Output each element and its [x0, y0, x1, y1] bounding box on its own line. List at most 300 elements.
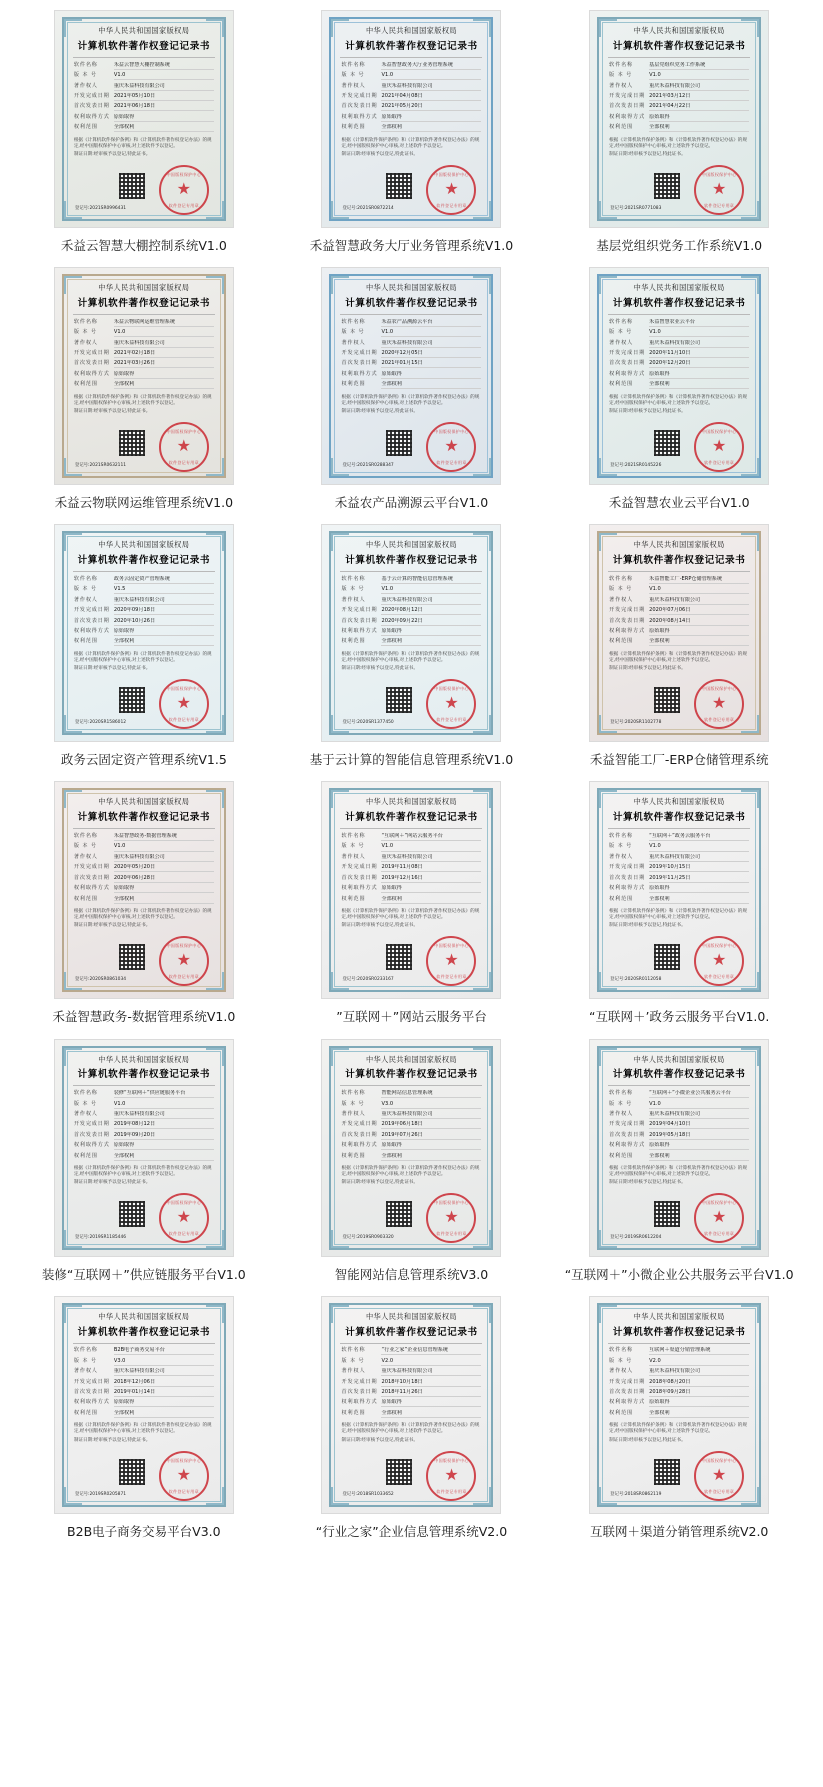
field-rights-range: 权利范围 全部权利: [341, 1410, 481, 1418]
qr-code-icon: [119, 430, 145, 456]
certificate-footnote: 制证日期:经审核予以登记,特此证书。: [73, 409, 151, 415]
field-version: 版 本 号 V1.0: [609, 586, 749, 594]
field-software-name: 软件名称 “行业之家”企业信息管理系统: [341, 1347, 481, 1355]
certificate-image[interactable]: [321, 781, 501, 999]
certificate-cell[interactable]: [10, 520, 278, 777]
registration-number: 登记号:2020SR1377450: [342, 720, 394, 726]
qr-code-icon: [386, 430, 412, 456]
divider: [608, 57, 750, 58]
certificate-footnote: 制证日期:经审核予以登记,特此证书。: [73, 923, 151, 929]
field-rights-scope: 权利取得方式 原始取得: [609, 1142, 749, 1150]
official-seal-icon: 中国版权保护中心 ★ 软件登记专用章: [159, 165, 209, 215]
registration-number: 登记号:2018SR1033652: [342, 1491, 394, 1497]
field-copyright-owner: 著作权人 重庆禾益科技有限公司: [74, 854, 214, 862]
field-copyright-owner: 著作权人 重庆禾益科技有限公司: [74, 597, 214, 605]
certificate-caption: 禾益云智慧大棚控制系统V1.0: [60, 238, 227, 253]
field-rights-scope: 权利取得方式 原始取得: [74, 628, 214, 636]
official-seal-icon: 中国版权保护中心 ★ 软件登记专用章: [426, 422, 476, 472]
field-software-name: 软件名称 禾益智慧政务大厅业务管理系统: [341, 62, 481, 70]
field-rights-scope: 权利取得方式 原始取得: [609, 628, 749, 636]
field-software-name: 软件名称 政务云固定资产管理系统: [74, 576, 214, 584]
field-software-name: 软件名称 互联网＋渠道分销管理系统: [609, 1347, 749, 1355]
field-software-name: 软件名称 “互联网＋”网站云服务平台: [341, 833, 481, 841]
field-rights-scope: 权利取得方式 原始取得: [609, 114, 749, 122]
certificate-bottom: [606, 930, 752, 984]
field-rights-range: 权利范围 全部权利: [609, 1410, 749, 1418]
field-rights-range: 权利范围 全部权利: [74, 1153, 214, 1161]
field-version: 版 本 号 V1.0: [341, 329, 481, 337]
field-rights-range: 权利范围 全部权利: [341, 124, 481, 132]
field-first-publish-date: 首次发表日期 2020年06月28日: [74, 875, 214, 883]
certificate-cell[interactable]: [545, 6, 813, 263]
certificate-cell[interactable]: [545, 1035, 813, 1292]
certificate-footnote: 制证日期:经审核予以登记,特此证书。: [341, 409, 418, 415]
star-icon: ★: [444, 438, 459, 456]
certificate-image[interactable]: [589, 781, 769, 999]
certificate-cell[interactable]: [278, 1292, 546, 1549]
certificate-footnote: 制证日期:经审核予以登记,特此证书。: [609, 151, 686, 157]
registration-number: 登记号:2019SR0612204: [610, 1234, 662, 1240]
certificate-image[interactable]: [321, 1039, 501, 1257]
field-dev-complete-date: 开发完成日期 2020年07月06日: [609, 607, 749, 615]
official-seal-icon: 中国版权保护中心 ★ 软件登记专用章: [694, 165, 744, 215]
certificate-title: 计算机软件著作权登记记录书: [345, 812, 478, 824]
certificate-caption: 基层党组织党务工作系统V1.0: [596, 238, 763, 253]
field-software-name: 软件名称 禾益农产品溯源云平台: [341, 319, 481, 327]
star-icon: ★: [444, 180, 459, 198]
field-copyright-owner: 著作权人 重庆禾益科技有限公司: [74, 1111, 214, 1119]
field-dev-complete-date: 开发完成日期 2021年04月08日: [341, 93, 481, 101]
divider: [73, 314, 215, 315]
certificate-cell[interactable]: [278, 6, 546, 263]
certificate-note: 根据《计算机软件保护条例》和《计算机软件著作权登记办法》的规定,经中国版权保护中心审核,对上述软件予以登记。: [609, 908, 747, 921]
registration-number: 登记号:2019SR1185446: [74, 1234, 127, 1240]
field-first-publish-date: 首次发表日期 2020年09月22日: [341, 618, 481, 626]
field-rights-range: 权利范围 全部权利: [609, 381, 749, 389]
certificate-title: 计算机软件著作权登记记录书: [77, 1326, 211, 1338]
star-icon: ★: [176, 952, 191, 970]
certificate-image[interactable]: [54, 1296, 234, 1514]
certificate-cell[interactable]: [545, 263, 813, 520]
certificate-cell[interactable]: [10, 1292, 278, 1549]
field-copyright-owner: 著作权人 重庆禾益科技有限公司: [341, 1111, 481, 1119]
certificate-note: 根据《计算机软件保护条例》和《计算机软件著作权登记办法》的规定,经中国版权保护中心审核,对上述软件予以登记。: [609, 394, 747, 406]
certificate-issuer: 中华人民共和国国家版权局: [633, 797, 725, 807]
certificate-title: 计算机软件著作权登记记录书: [612, 1069, 746, 1081]
field-rights-scope: 权利取得方式 原始取得: [609, 371, 749, 379]
star-icon: ★: [176, 438, 191, 456]
certificate-title: 计算机软件著作权登记记录书: [345, 555, 478, 567]
certificate-fields: [71, 1347, 217, 1420]
official-seal-icon: 中国版权保护中心 ★ 软件登记专用章: [694, 679, 744, 729]
certificate-bottom: [71, 1187, 217, 1241]
certificate-bottom: [338, 159, 484, 213]
certificate-bottom: [71, 1445, 217, 1499]
field-software-name: 软件名称 基层党组织党务工作系统: [609, 62, 749, 70]
field-rights-range: 权利范围 全部权利: [341, 1153, 481, 1161]
certificate-note: 根据《计算机软件保护条例》和《计算机软件著作权登记办法》的规定,经中国版权保护中心审核,对上述软件予以登记。: [73, 394, 212, 406]
field-first-publish-date: 首次发表日期 2018年09月28日: [609, 1389, 749, 1397]
certificate-fields: [606, 1347, 752, 1420]
field-dev-complete-date: 开发完成日期 2018年08月20日: [609, 1379, 749, 1387]
registration-number: 登记号:2020SR1102778: [610, 720, 662, 726]
certificate-issuer: 中华人民共和国国家版权局: [365, 1311, 458, 1321]
certificate-caption: B2B电子商务交易平台V3.0: [67, 1523, 221, 1539]
field-version: 版 本 号 V1.0: [74, 1101, 214, 1109]
certificate-bottom: [606, 159, 752, 213]
certificate-issuer: 中华人民共和国国家版权局: [365, 540, 458, 550]
qr-code-icon: [654, 687, 680, 713]
qr-code-icon: [654, 430, 680, 456]
certificate-note: 根据《计算机软件保护条例》和《计算机软件著作权登记办法》的规定,经中国版权保护中心审核,对上述软件予以登记。: [609, 1423, 747, 1435]
certificate-issuer: 中华人民共和国国家版权局: [98, 283, 190, 293]
qr-code-icon: [119, 1201, 145, 1227]
registration-number: 登记号:2021SR0288347: [342, 463, 394, 469]
certificate-note: 根据《计算机软件保护条例》和《计算机软件著作权登记办法》的规定,经中国版权保护中心审核,对上述软件予以登记。: [609, 137, 747, 149]
certificate-fields: [338, 62, 484, 135]
certificate-footnote: 制证日期:经审核予以登记,特此证书。: [341, 151, 418, 157]
certificate-title: 计算机软件著作权登记记录书: [612, 40, 746, 52]
field-rights-scope: 权利取得方式 原始取得: [341, 1399, 481, 1407]
certificate-cell[interactable]: [10, 777, 278, 1034]
field-copyright-owner: 著作权人 重庆禾益科技有限公司: [609, 597, 749, 605]
certificate-note: 根据《计算机软件保护条例》和《计算机软件著作权登记办法》的规定,经中国版权保护中心审核,对上述软件予以登记。: [341, 908, 480, 921]
field-first-publish-date: 首次发表日期 2021年03月26日: [74, 360, 214, 368]
certificate-issuer: 中华人民共和国国家版权局: [633, 1054, 725, 1064]
field-dev-complete-date: 开发完成日期 2019年10月15日: [609, 864, 749, 872]
certificate-image[interactable]: [589, 10, 769, 228]
field-dev-complete-date: 开发完成日期 2019年04月10日: [609, 1121, 749, 1129]
field-dev-complete-date: 开发完成日期 2021年03月12日: [609, 93, 749, 101]
field-rights-scope: 权利取得方式 原始取得: [74, 371, 214, 379]
certificate-fields: [606, 576, 752, 649]
divider: [608, 314, 750, 315]
official-seal-icon: 中国版权保护中心 ★ 软件登记专用章: [694, 1451, 744, 1501]
certificate-bottom: [606, 673, 752, 727]
field-dev-complete-date: 开发完成日期 2020年05月20日: [74, 864, 214, 872]
certificate-issuer: 中华人民共和国国家版权局: [98, 26, 190, 35]
field-copyright-owner: 著作权人 重庆禾益科技有限公司: [341, 340, 481, 348]
certificate-issuer: 中华人民共和国国家版权局: [365, 797, 458, 807]
qr-code-icon: [654, 173, 680, 199]
certificate-footnote: 制证日期:经审核予以登记,特此证书。: [73, 151, 151, 157]
certificate-fields: [71, 833, 217, 906]
field-version: 版 本 号 V3.0: [341, 1101, 481, 1109]
official-seal-icon: 中国版权保护中心 ★ 软件登记专用章: [159, 422, 209, 472]
certificate-bottom: [338, 930, 484, 984]
field-software-name: 软件名称 禾益云智慧大棚控制系统: [74, 62, 214, 70]
field-first-publish-date: 首次发表日期 2019年11月25日: [609, 875, 749, 883]
star-icon: ★: [711, 695, 727, 713]
field-version: 版 本 号 V1.0: [74, 72, 214, 80]
field-software-name: 软件名称 禾益智慧农业云平台: [609, 319, 749, 327]
certificate-bottom: [606, 416, 752, 470]
certificate-cell[interactable]: [278, 520, 546, 777]
certificate-caption: 装修“互联网＋”供应链服务平台V1.0: [41, 1266, 246, 1282]
star-icon: ★: [176, 180, 191, 198]
divider: [73, 1343, 215, 1344]
certificate-cell[interactable]: [278, 1035, 546, 1292]
field-version: 版 本 号 V1.0: [341, 72, 481, 80]
divider: [73, 571, 215, 572]
divider: [608, 571, 750, 572]
certificate-fields: [338, 1347, 484, 1420]
registration-number: 登记号:2020SR0233167: [342, 977, 394, 983]
certificate-caption: 禾益智能工厂-ERP仓储管理系统: [589, 752, 769, 768]
divider: [73, 828, 215, 829]
certificate-fields: [606, 833, 752, 906]
certificate-title: 计算机软件著作权登记记录书: [345, 1069, 478, 1081]
field-software-name: 软件名称 禾益云物联网运维管理系统: [74, 319, 214, 327]
official-seal-icon: 中国版权保护中心 ★ 软件登记专用章: [426, 1451, 476, 1501]
qr-code-icon: [119, 944, 145, 970]
certificate-caption: 禾益智慧政务-数据管理系统V1.0: [52, 1009, 236, 1025]
certificate-note: 根据《计算机软件保护条例》和《计算机软件著作权登记办法》的规定,经中国版权保护中心审核,对上述软件予以登记。: [341, 651, 480, 663]
certificate-fields: [338, 319, 484, 392]
certificate-footnote: 制证日期:经审核予以登记,特此证书。: [609, 1180, 686, 1186]
certificate-footnote: 制证日期:经审核予以登记,特此证书。: [609, 666, 686, 672]
certificate-cell[interactable]: [10, 6, 278, 263]
qr-code-icon: [654, 1201, 680, 1227]
certificate-image[interactable]: [321, 267, 501, 485]
divider: [608, 828, 750, 829]
qr-code-icon: [386, 1201, 412, 1227]
certificate-title: 计算机软件著作权登记记录书: [77, 555, 211, 567]
field-rights-scope: 权利取得方式 原始取得: [341, 628, 481, 636]
certificate-title: 计算机软件著作权登记记录书: [612, 812, 746, 824]
registration-number: 登记号:2021SR0996431: [74, 206, 127, 211]
official-seal-icon: 中国版权保护中心 ★ 软件登记专用章: [426, 936, 476, 986]
divider: [73, 1085, 215, 1086]
certificate-image[interactable]: [321, 10, 501, 228]
certificate-cell[interactable]: [545, 520, 813, 777]
certificate-bottom: [606, 1445, 752, 1499]
official-seal-icon: 中国版权保护中心 ★ 软件登记专用章: [159, 1451, 209, 1501]
certificate-fields: [606, 1090, 752, 1163]
certificate-fields: [338, 576, 484, 649]
certificate-cell[interactable]: [545, 1292, 813, 1549]
field-version: 版 本 号 V1.0: [74, 329, 214, 337]
certificate-footnote: 制证日期:经审核予以登记,特此证书。: [73, 666, 151, 672]
field-version: 版 本 号 V1.0: [609, 843, 749, 851]
field-software-name: 软件名称 禾益智能工厂-ERP仓储管理系统: [609, 576, 749, 584]
registration-number: 登记号:2021SR0145226: [610, 463, 662, 469]
field-version: 版 本 号 V3.0: [74, 1358, 214, 1366]
certificate-bottom: [338, 1445, 484, 1499]
official-seal-icon: 中国版权保护中心 ★ 软件登记专用章: [159, 679, 209, 729]
divider: [340, 1343, 482, 1344]
certificate-note: 根据《计算机软件保护条例》和《计算机软件著作权登记办法》的规定,经中国版权保护中心审核,对上述软件予以登记。: [609, 1166, 747, 1178]
field-version: 版 本 号 V1.0: [609, 1101, 749, 1109]
field-first-publish-date: 首次发表日期 2019年09月20日: [74, 1132, 214, 1140]
field-first-publish-date: 首次发表日期 2019年05月18日: [609, 1132, 749, 1140]
certificate-note: 根据《计算机软件保护条例》和《计算机软件著作权登记办法》的规定,经中国版权保护中心审核,对上述软件予以登记。: [73, 137, 212, 149]
certificate-note: 根据《计算机软件保护条例》和《计算机软件著作权登记办法》的规定,经中国版权保护中心审核,对上述软件予以登记。: [609, 651, 747, 663]
certificate-caption: “互联网＋”小微企业公共服务云平台V1.0: [564, 1266, 794, 1282]
certificate-issuer: 中华人民共和国国家版权局: [633, 540, 725, 550]
field-first-publish-date: 首次发表日期 2019年01月14日: [74, 1389, 214, 1397]
certificate-issuer: 中华人民共和国国家版权局: [365, 283, 458, 293]
field-rights-scope: 权利取得方式 原始取得: [74, 1399, 214, 1407]
field-copyright-owner: 著作权人 重庆禾益科技有限公司: [341, 854, 481, 862]
certificate-cell[interactable]: [545, 777, 813, 1034]
certificate-caption: “互联网＋’政务云服务平台V1.0.: [588, 1009, 770, 1025]
certificate-title: 计算机软件著作权登记记录书: [345, 298, 478, 310]
certificate-fields: [606, 319, 752, 392]
certificate-note: 根据《计算机软件保护条例》和《计算机软件著作权登记办法》的规定,经中国版权保护中心审核,对上述软件予以登记。: [73, 1423, 212, 1435]
field-rights-range: 权利范围 全部权利: [609, 124, 749, 132]
field-rights-scope: 权利取得方式 原始取得: [341, 885, 481, 893]
star-icon: ★: [711, 1209, 727, 1227]
field-rights-scope: 权利取得方式 原始取得: [74, 1142, 214, 1150]
divider: [340, 1085, 482, 1086]
qr-code-icon: [386, 944, 412, 970]
field-rights-range: 权利范围 全部权利: [341, 896, 481, 904]
divider: [340, 314, 482, 315]
field-rights-scope: 权利取得方式 原始取得: [609, 1399, 749, 1407]
star-icon: ★: [711, 952, 727, 970]
certificate-footnote: 制证日期:经审核予以登记,特此证书。: [341, 923, 418, 929]
field-rights-range: 权利范围 全部权利: [341, 638, 481, 646]
field-copyright-owner: 著作权人 重庆禾益科技有限公司: [74, 1368, 214, 1376]
field-dev-complete-date: 开发完成日期 2019年08月12日: [74, 1121, 214, 1129]
field-rights-scope: 权利取得方式 原始取得: [74, 885, 214, 893]
certificate-footnote: 制证日期:经审核予以登记,特此证书。: [73, 1437, 151, 1443]
certificate-image[interactable]: [54, 267, 234, 485]
qr-code-icon: [119, 1459, 145, 1485]
certificate-issuer: 中华人民共和国国家版权局: [98, 1311, 190, 1321]
certificate-cell[interactable]: [10, 263, 278, 520]
certificate-title: 计算机软件著作权登记记录书: [612, 1326, 746, 1338]
field-copyright-owner: 著作权人 重庆禾益科技有限公司: [341, 83, 481, 91]
certificate-image[interactable]: [54, 781, 234, 999]
field-rights-scope: 权利取得方式 原始取得: [74, 114, 214, 122]
field-copyright-owner: 著作权人 重庆禾益科技有限公司: [341, 597, 481, 605]
field-dev-complete-date: 开发完成日期 2020年08月12日: [341, 607, 481, 615]
certificate-image[interactable]: [54, 524, 234, 742]
star-icon: ★: [176, 1466, 191, 1484]
field-dev-complete-date: 开发完成日期 2020年12月05日: [341, 350, 481, 358]
field-software-name: 软件名称 “互联网＋”政务云服务平台: [609, 833, 749, 841]
certificate-image[interactable]: [589, 267, 769, 485]
field-rights-range: 权利范围 全部权利: [609, 638, 749, 646]
star-icon: ★: [711, 438, 727, 456]
certificate-bottom: [338, 1187, 484, 1241]
certificate-caption: 禾益智慧政务大厅业务管理系统V1.0: [309, 238, 514, 253]
certificate-caption: “行业之家”企业信息管理系统V2.0: [315, 1523, 508, 1539]
certificate-cell[interactable]: [10, 1035, 278, 1292]
certificate-issuer: 中华人民共和国国家版权局: [633, 1311, 725, 1321]
certificate-image[interactable]: [54, 10, 234, 228]
certificate-issuer: 中华人民共和国国家版权局: [633, 26, 725, 35]
certificate-image[interactable]: [589, 1296, 769, 1514]
certificate-cell[interactable]: [278, 263, 546, 520]
field-rights-scope: 权利取得方式 原始取得: [341, 1142, 481, 1150]
certificate-image[interactable]: [589, 1039, 769, 1257]
certificate-caption: 政务云固定资产管理系统V1.5: [60, 752, 227, 768]
certificate-bottom: [71, 930, 217, 984]
certificate-image[interactable]: [589, 524, 769, 742]
certificate-image[interactable]: [321, 524, 501, 742]
star-icon: ★: [711, 1466, 727, 1484]
certificate-footnote: 制证日期:经审核予以登记,特此证书。: [609, 923, 686, 929]
star-icon: ★: [176, 1209, 191, 1227]
certificate-caption: 智能网站信息管理系统V3.0: [334, 1266, 489, 1282]
certificate-fields: [71, 576, 217, 649]
divider: [340, 828, 482, 829]
field-rights-range: 权利范围 全部权利: [74, 124, 214, 132]
official-seal-icon: 中国版权保护中心 ★ 软件登记专用章: [159, 1193, 209, 1243]
certificate-caption: 基于云计算的智能信息管理系统V1.0: [309, 752, 514, 768]
qr-code-icon: [386, 1459, 412, 1485]
field-copyright-owner: 著作权人 重庆禾益科技有限公司: [609, 83, 749, 91]
field-version: 版 本 号 V1.0: [341, 843, 481, 851]
registration-number: 登记号:2019SR0205871: [74, 1491, 127, 1497]
divider: [608, 1085, 750, 1086]
field-rights-scope: 权利取得方式 原始取得: [609, 885, 749, 893]
certificate-image[interactable]: [321, 1296, 501, 1514]
registration-number: 登记号:2018SR0862119: [610, 1491, 662, 1497]
certificate-footnote: 制证日期:经审核予以登记,特此证书。: [609, 409, 686, 415]
field-copyright-owner: 著作权人 重庆禾益科技有限公司: [341, 1368, 481, 1376]
certificate-issuer: 中华人民共和国国家版权局: [98, 1054, 190, 1064]
field-first-publish-date: 首次发表日期 2020年12月20日: [609, 360, 749, 368]
divider: [73, 57, 215, 58]
certificate-title: 计算机软件著作权登记记录书: [77, 40, 211, 52]
certificate-image[interactable]: [54, 1039, 234, 1257]
star-icon: ★: [711, 180, 727, 198]
field-software-name: 软件名称 禾益智慧政务-数据管理系统: [74, 833, 214, 841]
certificate-footnote: 制证日期:经审核予以登记,特此证书。: [341, 1437, 418, 1443]
divider: [340, 571, 482, 572]
certificate-title: 计算机软件著作权登记记录书: [345, 1326, 478, 1338]
certificate-title: 计算机软件著作权登记记录书: [612, 298, 746, 310]
official-seal-icon: 中国版权保护中心 ★ 软件登记专用章: [426, 165, 476, 215]
certificate-cell[interactable]: [278, 777, 546, 1034]
certificate-issuer: 中华人民共和国国家版权局: [365, 26, 458, 35]
official-seal-icon: 中国版权保护中心 ★ 软件登记专用章: [694, 422, 744, 472]
field-copyright-owner: 著作权人 重庆禾益科技有限公司: [609, 1111, 749, 1119]
certificate-bottom: [606, 1187, 752, 1241]
field-rights-range: 权利范围 全部权利: [74, 381, 214, 389]
field-rights-scope: 权利取得方式 原始取得: [341, 114, 481, 122]
field-rights-scope: 权利取得方式 原始取得: [341, 371, 481, 379]
field-software-name: 软件名称 “互联网＋”小微企业公共服务云平台: [609, 1090, 749, 1098]
certificate-footnote: 制证日期:经审核予以登记,特此证书。: [609, 1437, 686, 1443]
certificate-caption: 禾益云物联网运维管理系统V1.0: [54, 495, 234, 511]
certificate-bottom: [71, 673, 217, 727]
certificate-caption: 禾益智慧农业云平台V1.0: [608, 495, 750, 511]
field-first-publish-date: 首次发表日期 2021年01月15日: [341, 360, 481, 368]
certificate-fields: [338, 833, 484, 906]
qr-code-icon: [386, 687, 412, 713]
certificate-fields: [606, 62, 752, 135]
registration-number: 登记号:2021SR0771083: [610, 206, 662, 211]
certificate-fields: [338, 1090, 484, 1163]
certificate-footnote: 制证日期:经审核予以登记,特此证书。: [341, 666, 418, 672]
official-seal-icon: 中国版权保护中心 ★ 软件登记专用章: [426, 1193, 476, 1243]
qr-code-icon: [119, 173, 145, 199]
official-seal-icon: 中国版权保护中心 ★ 软件登记专用章: [426, 679, 476, 729]
field-first-publish-date: 首次发表日期 2021年06月18日: [74, 103, 214, 111]
field-rights-range: 权利范围 全部权利: [609, 896, 749, 904]
field-copyright-owner: 著作权人 重庆禾益科技有限公司: [609, 854, 749, 862]
field-first-publish-date: 首次发表日期 2019年12月16日: [341, 875, 481, 883]
certificate-note: 根据《计算机软件保护条例》和《计算机软件著作权登记办法》的规定,经中国版权保护中心审核,对上述软件予以登记。: [341, 1166, 480, 1178]
field-dev-complete-date: 开发完成日期 2021年02月18日: [74, 350, 214, 358]
field-version: 版 本 号 V1.0: [609, 72, 749, 80]
certificate-title: 计算机软件著作权登记记录书: [345, 40, 478, 52]
